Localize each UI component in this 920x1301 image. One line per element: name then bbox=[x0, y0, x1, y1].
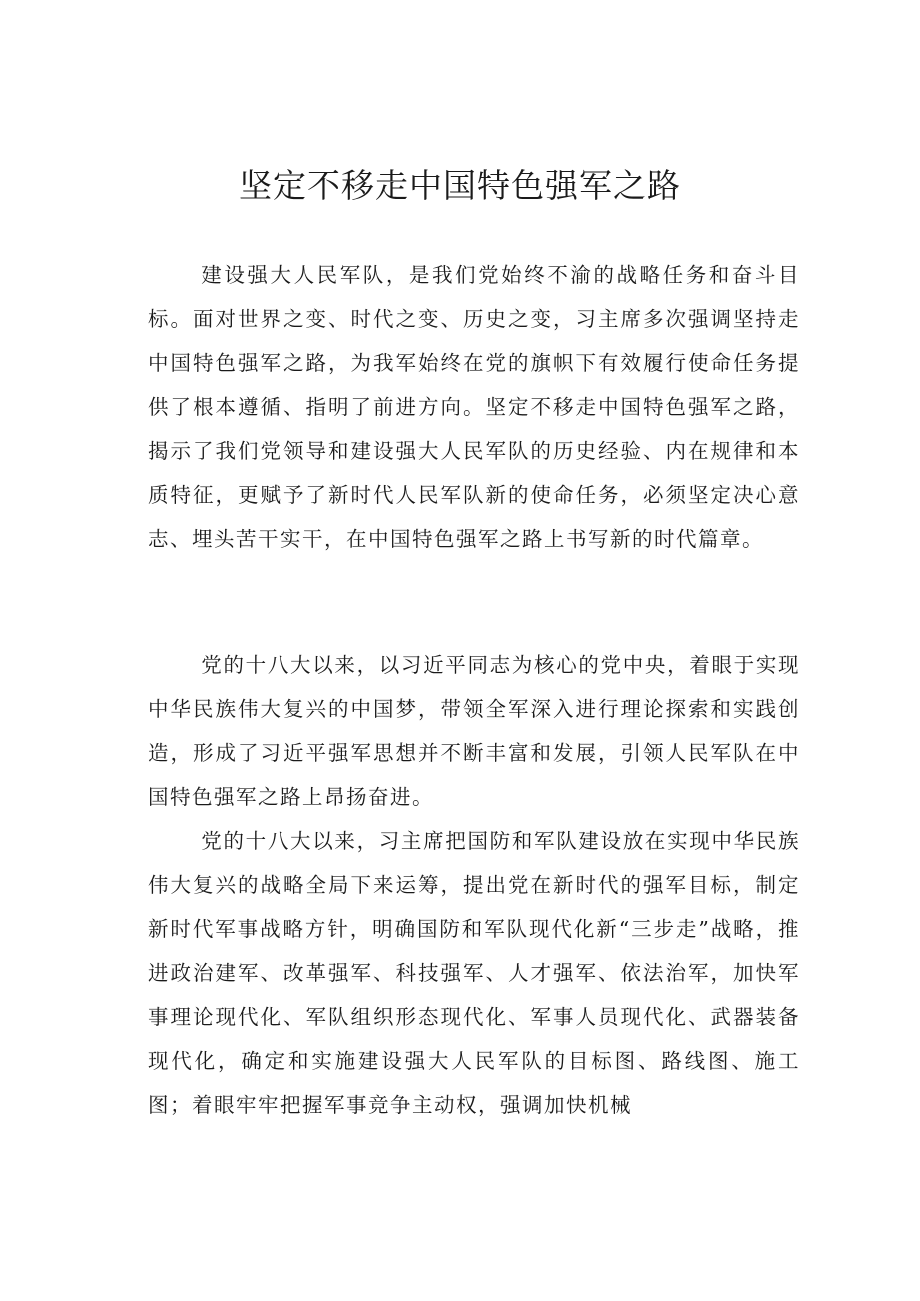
paragraph-2: 党的十八大以来，以习近平同志为核心的党中央，着眼于实现中华民族伟大复兴的中国梦，带领全军深入进行理论探索和实践创造，形成了习近平强军思想并不断丰富和发展，引领人民军队在中国特色强军之路上昂扬奋进。 bbox=[148, 653, 800, 809]
paragraph-3: 党的十八大以来，习主席把国防和军队建设放在实现中华民族伟大复兴的战略全局下来运筹，提出党在新时代的强军目标，制定新时代军事战略方针，明确国防和军队现代化新“三步走”战略，推进政治建军、改革强军、科技强军、人才强军、依法治军，加快军事理论现代化、军队组织形态现代化、军事人员现代化、武器装备现代化，确定和实施建设强大人民军队的目标图、路线图、施工图；着眼牢牢把握军事竞争主动权，强调加快机械 bbox=[148, 829, 800, 1117]
document-title: 坚定不移走中国特色强军之路 bbox=[239, 166, 681, 205]
paragraph-1: 建设强大人民军队，是我们党始终不渝的战略任务和奋斗目标。面对世界之变、时代之变、历史之变，习主席多次强调坚持走中国特色强军之路，为我军始终在党的旗帜下有效履行使命任务提供了根本遵循、指明了前进方向。坚定不移走中国特色强军之路，揭示了我们党领导和建设强大人民军队的历史经验、内在规律和本质特征，更赋予了新时代人民军队新的使命任务，必须坚定决心意志、埋头苦干实干，在中国特色强军之路上书写新的时代篇章。 bbox=[148, 263, 800, 551]
